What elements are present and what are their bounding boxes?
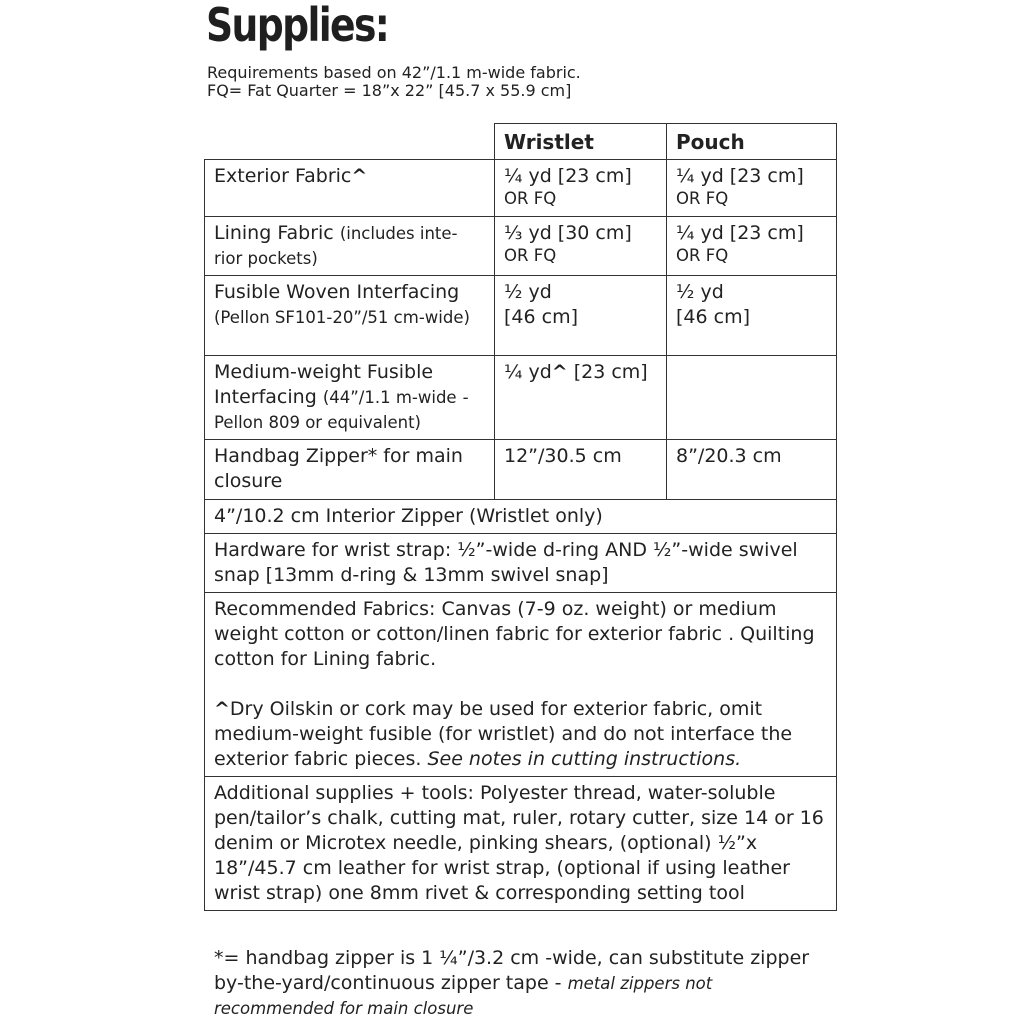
row-label-exterior-fabric: Exterior Fabric^ (205, 160, 495, 217)
oilskin-note: Dry Oilskin or cork may be used for exterior fabric, omit medium-weight fusible (for wristlet) and do not interface the exterior fabric pieces. (214, 698, 793, 770)
requirements-line-2: FQ= Fat Quarter = 18”x 22” [45.7 x 55.9 cm] (207, 81, 572, 100)
pouch-cell: 8”/20.3 cm (667, 440, 837, 500)
interior-zipper-row: 4”/10.2 cm Interior Zipper (Wristlet only) (205, 500, 837, 534)
caret-mark: ^ (551, 361, 568, 383)
wristlet-cell: ¼ yd^ [23 cm] (495, 356, 667, 440)
table-header-row (205, 124, 837, 160)
row-label-handbag-zipper: Handbag Zipper* for main closure (205, 440, 495, 500)
table-row (205, 217, 837, 276)
table-row (205, 276, 837, 356)
footnote-text: *= handbag zipper is 1 ¼”/3.2 cm -wide, can substitute zipper by-the-yard/continuous zipper tape - (214, 947, 810, 994)
wristlet-cell: ¼ yd [23 cm] OR FQ (495, 160, 667, 217)
table-row (205, 500, 837, 534)
table-row (205, 593, 837, 777)
page-title: Supplies: (206, 0, 389, 52)
wristlet-cell: 12”/30.5 cm (495, 440, 667, 500)
row-note: (includes inte-rior pockets) (214, 224, 458, 268)
wristlet-cell: ⅓ yd [30 cm] OR FQ (495, 217, 667, 276)
row-label-medium-weight-interfacing: Medium-weight Fusible Interfacing (44”/1.1 m-wide - Pellon 809 or equivalent) (205, 356, 495, 440)
pouch-cell-empty (667, 356, 837, 440)
table-row (205, 534, 837, 593)
cutting-instructions-note: See notes in cutting instructions. (427, 748, 742, 770)
row-note: (Pellon SF101-20”/51 cm-wide) (214, 308, 470, 327)
row-label-fusible-woven-interfacing: Fusible Woven Interfacing (Pellon SF101-20”/51 cm-wide) (205, 276, 495, 356)
pouch-cell: ½ yd [46 cm] (667, 276, 837, 356)
footnote-italic: metal zippers not recommended for main closure (214, 974, 713, 1018)
zipper-footnote (214, 946, 834, 1021)
table-row (205, 160, 837, 217)
column-header-pouch: Pouch (667, 124, 837, 160)
recommended-fabrics-text: Recommended Fabrics: Canvas (7-9 oz. weight) or medium weight cotton or cotton/linen fabric for exterior fabric . Quilting cotton for Lining fabric. (214, 598, 815, 670)
wristlet-cell: ½ yd [46 cm] (495, 276, 667, 356)
table-row (205, 777, 837, 911)
pouch-cell: ¼ yd [23 cm] OR FQ (667, 160, 837, 217)
header-corner (205, 124, 495, 160)
caret-mark: ^ (214, 698, 230, 720)
requirements-line-1: Requirements based on 42”/1.1 m-wide fabric. (207, 63, 581, 82)
recommended-fabrics-row (205, 593, 837, 777)
spacer (214, 672, 827, 697)
row-note: (44”/1.1 m-wide (322, 388, 457, 407)
hardware-row: Hardware for wrist strap: ½”-wide d-ring AND ½”-wide swivel snap [13mm d-ring & 13mm swivel snap] (205, 534, 837, 593)
table-row (205, 440, 837, 500)
additional-supplies-row: Additional supplies + tools: Polyester thread, water-soluble pen/tailor’s chalk, cutting mat, ruler, rotary cutter, size 14 or 16 denim or Microtex needle, pinking shears, (optional) ½”x 18”/45.7 cm leather for wrist strap, (optional if using leather wrist strap) one 8mm rivet & corresponding setting tool (205, 777, 837, 911)
supplies-table (204, 123, 837, 911)
column-header-wristlet: Wristlet (495, 124, 667, 160)
caret-mark: ^ (351, 165, 368, 187)
row-note: - Pellon 809 or equivalent) (214, 388, 469, 432)
pouch-cell: ¼ yd [23 cm] OR FQ (667, 217, 837, 276)
requirements-note (207, 64, 581, 100)
row-label-lining-fabric: Lining Fabric (includes inte-rior pockets) (205, 217, 495, 276)
table-row (205, 356, 837, 440)
